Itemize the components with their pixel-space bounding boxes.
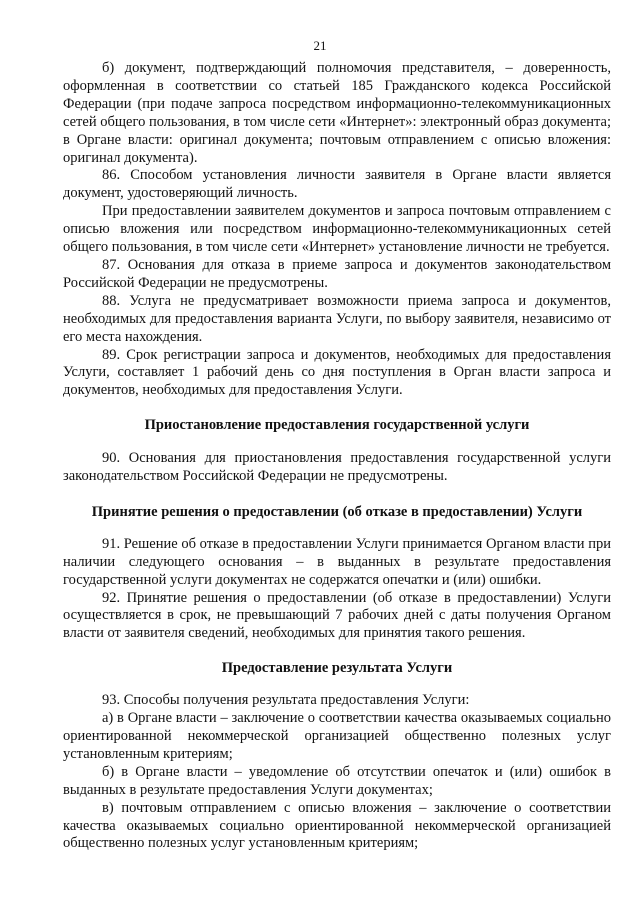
- document-body: [63, 60, 611, 853]
- paragraph-93a: а) в Органе власти – заключение о соответствии качества оказываемых социально ориентированной некоммерческой организацией общественно полезных услуг установленным критериям;: [63, 710, 611, 762]
- paragraph-89: 89. Срок регистрации запроса и документов, необходимых для предоставления Услуги, составляет 1 рабочий день со дня поступления в Орган власти запроса и документов, необходимых для предоставления Услуги.: [63, 346, 611, 399]
- paragraph-87: 87. Основания для отказа в приеме запроса и документов законодательством Российской Федерации не предусмотрены.: [63, 256, 611, 291]
- paragraph-93b: б) в Органе власти – уведомление об отсутствии опечаток и (или) ошибок в выданных в результате предоставления Услуги документах;: [63, 763, 611, 798]
- section-heading-result: Предоставление результата Услуги: [221, 660, 453, 677]
- page-number: 21: [313, 38, 327, 53]
- paragraph-85b: б) документ, подтверждающий полномочия представителя, – доверенность, оформленная в соответствии со статьей 185 Гражданского кодекса Российской Федерации (при подаче запроса посредством информационно-телекоммуникационных сетей общего пользования, в том числе сети «Интернет»: электронный образ документа; в Органе власти: оригинал документа; почтовым отправлением с описью вложения: оригинал документа).: [63, 60, 611, 166]
- paragraph-90: 90. Основания для приостановления предоставления государственной услуги законодательством Российской Федерации не предусмотрены.: [63, 450, 611, 485]
- paragraph-86: 86. Способом установления личности заявителя в Органе власти является документ, удостоверяющий личность.: [63, 167, 611, 202]
- paragraph-88: 88. Услуга не предусматривает возможности приема запроса и документов, необходимых для предоставления варианта Услуги, по выбору заявителя, независимо от его места нахождения.: [63, 292, 611, 345]
- paragraph-93c: в) почтовым отправлением с описью вложения – заключение о соответствии качества оказываемых социально ориентированной некоммерческой организацией общественно полезных услуг установленным критериям;: [63, 799, 611, 852]
- paragraph-91: 91. Решение об отказе в предоставлении Услуги принимается Органом власти при наличии следующего основания – в выданных в результате предоставления государственной услуги документах не содержатся опечатки и (или) ошибки.: [63, 535, 611, 588]
- paragraph-93: 93. Способы получения результата предоставления Услуги:: [102, 692, 470, 709]
- section-heading-suspension: Приостановление предоставления государственной услуги: [144, 417, 530, 434]
- paragraph-92: 92. Принятие решения о предоставлении (об отказе в предоставлении) Услуги осуществляется в срок, не превышающий 7 рабочих дней с даты получения Органом власти от заявителя сведений, необходимых для принятия такого решения.: [63, 589, 611, 642]
- paragraph-86-cont: При предоставлении заявителем документов и запроса почтовым отправлением с описью вложения или посредством информационно-телекоммуникационных сетей общего пользования, в том числе сети «Интернет» установление личности не требуется.: [63, 203, 611, 256]
- section-heading-decision: Принятие решения о предоставлении (об отказе в предоставлении) Услуги: [91, 503, 583, 520]
